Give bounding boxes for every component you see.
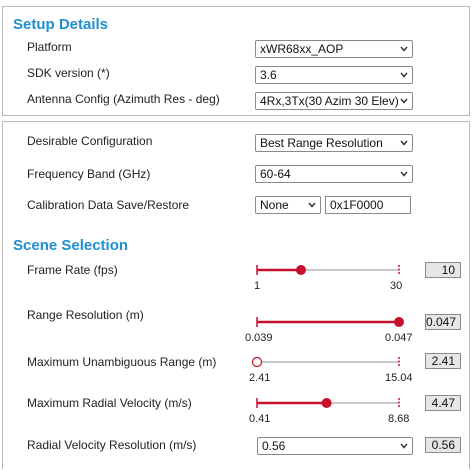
max-range-label: Maximum Unambiguous Range (m) — [27, 355, 217, 369]
range-resolution-value: 0.047 — [425, 314, 461, 330]
velocity-resolution-value: 0.56 — [425, 437, 461, 453]
frame-rate-value: 10 — [425, 262, 461, 278]
slider-graphic — [257, 355, 399, 369]
configuration-panel — [2, 121, 470, 469]
range-resolution-label: Range Resolution (m) — [27, 308, 144, 322]
slider-handle[interactable] — [296, 265, 306, 275]
sdk-version-label: SDK version (*) — [27, 66, 110, 80]
chevron-down-icon — [308, 201, 316, 209]
slider-handle[interactable] — [322, 398, 332, 408]
chevron-down-icon — [400, 71, 408, 79]
antenna-config-value: 4Rx,3Tx(30 Azim 30 Elev) — [260, 94, 399, 108]
range-resolution-min-label: 0.039 — [245, 332, 273, 344]
calibration-label: Calibration Data Save/Restore — [27, 198, 190, 212]
frequency-band-value: 60-64 — [260, 167, 291, 181]
frame-rate-slider[interactable] — [257, 263, 399, 277]
frame-rate-label: Frame Rate (fps) — [27, 263, 118, 277]
sdk-version-value: 3.6 — [260, 68, 277, 82]
scene-selection-title: Scene Selection — [13, 237, 129, 254]
chevron-down-icon — [400, 139, 408, 147]
max-velocity-slider[interactable] — [257, 396, 399, 410]
frame-rate-max-label: 30 — [390, 280, 403, 292]
desirable-config-value: Best Range Resolution — [260, 136, 383, 150]
max-range-value: 2.41 — [425, 353, 461, 369]
max-range-max-label: 15.04 — [385, 372, 413, 384]
velocity-resolution-label: Radial Velocity Resolution (m/s) — [27, 438, 197, 452]
antenna-config-select[interactable] — [255, 92, 413, 110]
frequency-band-label: Frequency Band (GHz) — [27, 167, 151, 181]
setup-details-panel — [2, 6, 470, 116]
frequency-band-select[interactable] — [255, 165, 413, 183]
calibration-select[interactable] — [255, 196, 321, 214]
max-range-min-label: 2.41 — [249, 372, 271, 384]
velocity-resolution-select[interactable] — [257, 437, 413, 455]
max-range-slider[interactable] — [257, 355, 399, 369]
slider-graphic — [257, 263, 399, 277]
slider-graphic — [257, 315, 399, 329]
desirable-config-label: Desirable Configuration — [27, 134, 153, 148]
velocity-resolution-select-value: 0.56 — [262, 439, 286, 453]
chevron-down-icon — [400, 97, 408, 105]
max-velocity-value: 4.47 — [425, 395, 461, 411]
calibration-address-input[interactable]: 0x1F0000 — [325, 196, 411, 214]
range-resolution-max-label: 0.047 — [385, 332, 413, 344]
chevron-down-icon — [400, 45, 408, 53]
platform-label: Platform — [27, 40, 72, 54]
frame-rate-min-label: 1 — [254, 280, 261, 292]
platform-value: xWR68xx_AOP — [260, 42, 344, 56]
chevron-down-icon — [400, 442, 408, 450]
setup-details-title: Setup Details — [13, 16, 109, 33]
max-velocity-max-label: 8.68 — [388, 413, 410, 425]
slider-handle[interactable] — [253, 358, 262, 367]
max-velocity-label: Maximum Radial Velocity (m/s) — [27, 396, 192, 410]
max-velocity-min-label: 0.41 — [249, 413, 271, 425]
sdk-version-select[interactable] — [255, 66, 413, 84]
slider-graphic — [257, 396, 399, 410]
antenna-config-label: Antenna Config (Azimuth Res - deg) — [27, 92, 220, 106]
calibration-value: None — [260, 198, 289, 212]
slider-handle[interactable] — [394, 317, 404, 327]
range-resolution-slider[interactable] — [257, 315, 399, 329]
chevron-down-icon — [400, 170, 408, 178]
desirable-config-select[interactable] — [255, 134, 413, 152]
platform-select[interactable] — [255, 40, 413, 58]
